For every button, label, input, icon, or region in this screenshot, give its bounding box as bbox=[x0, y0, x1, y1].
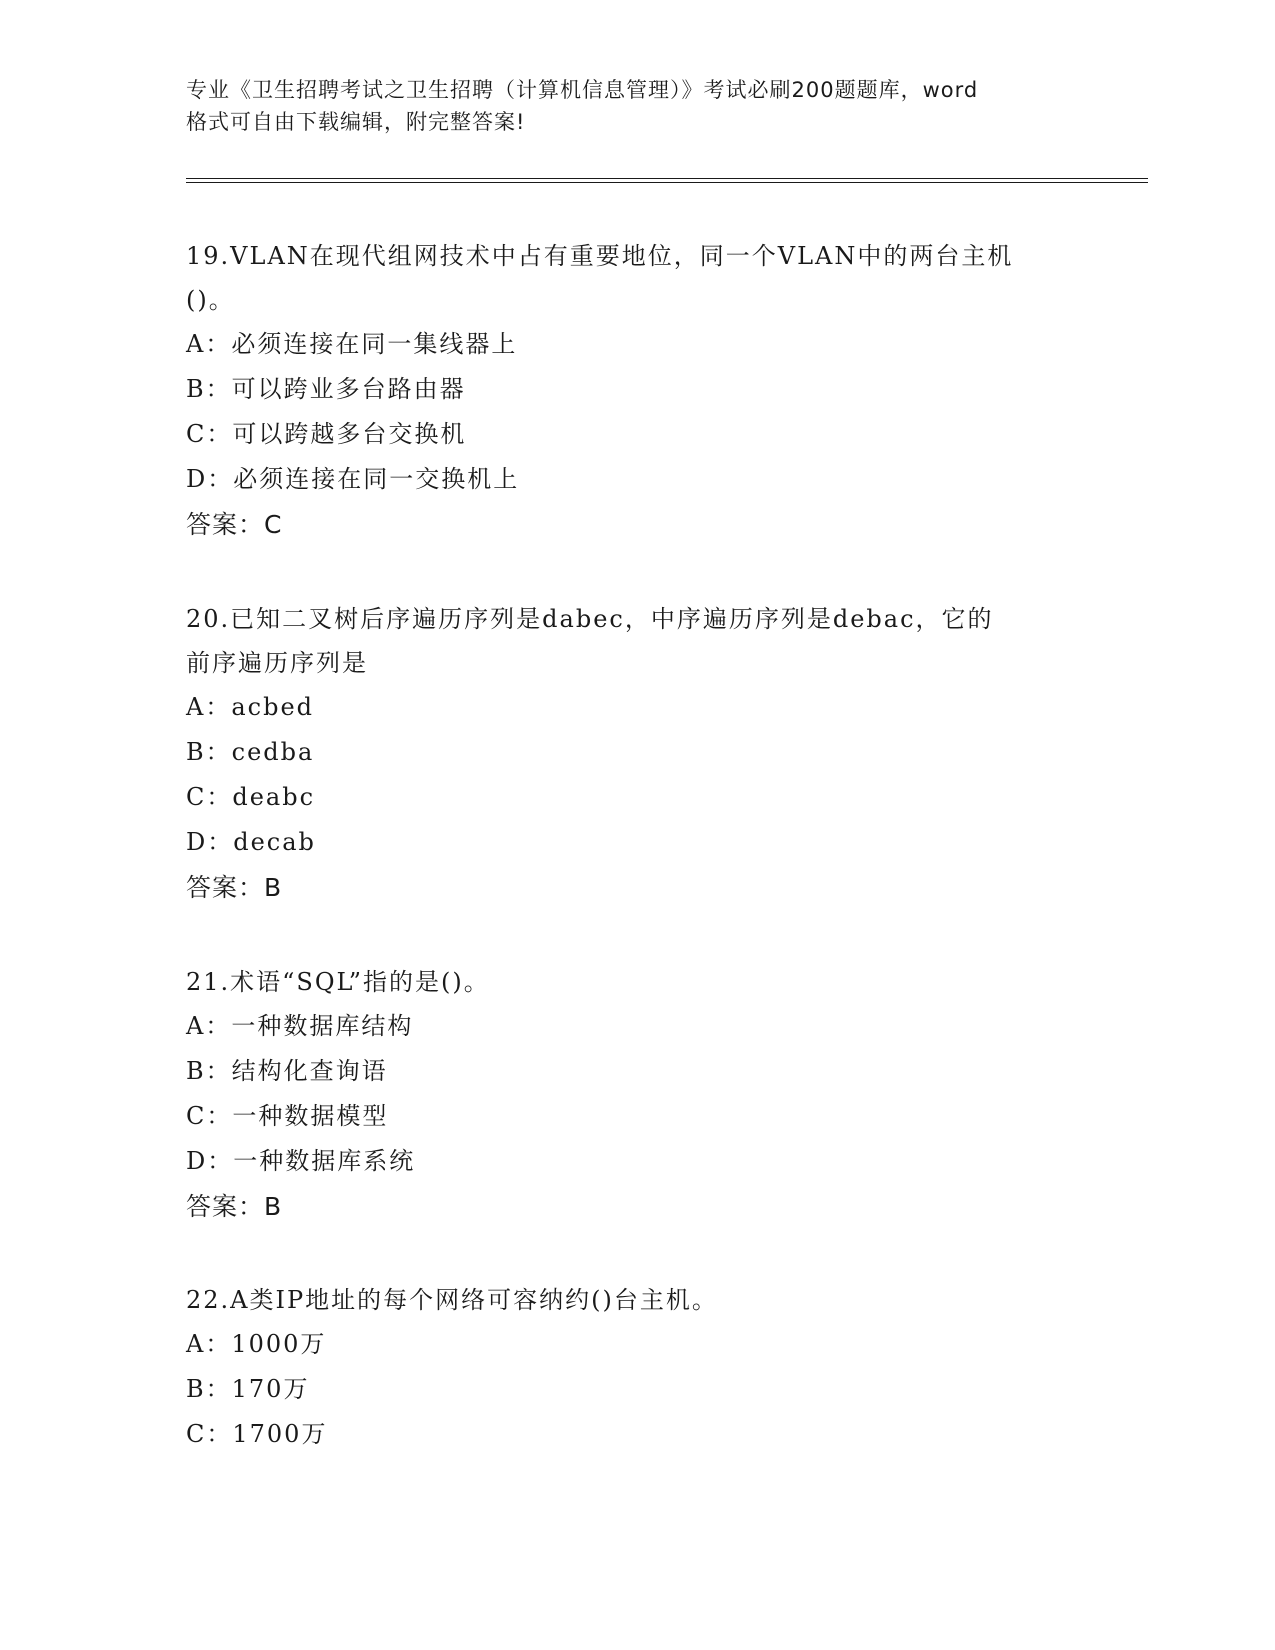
option-c: C：可以跨越多台交换机 bbox=[186, 420, 467, 448]
option-c: C：deabc bbox=[186, 783, 316, 811]
option-a: A：一种数据库结构 bbox=[186, 1012, 414, 1040]
header-line-1: 专业《卫生招聘考试之卫生招聘（计算机信息管理）》考试必刷200题题库，word bbox=[186, 78, 979, 102]
option-c: C：1700万 bbox=[186, 1420, 328, 1448]
option-d: D：一种数据库系统 bbox=[186, 1147, 416, 1175]
question-22 bbox=[186, 1278, 1086, 1457]
question-stem: 20.已知二叉树后序遍历序列是dabec，中序遍历序列是debac，它的 bbox=[186, 605, 994, 633]
option-d: D：必须连接在同一交换机上 bbox=[186, 465, 520, 493]
option-b: B：结构化查询语 bbox=[186, 1057, 388, 1085]
option-d: D：decab bbox=[186, 828, 316, 856]
answer: 答案：C bbox=[186, 510, 283, 539]
document-header bbox=[186, 74, 1086, 138]
option-a: A：必须连接在同一集线器上 bbox=[186, 330, 518, 358]
question-20 bbox=[186, 597, 1086, 911]
question-stem-continued: ()。 bbox=[186, 286, 235, 314]
option-c: C：一种数据模型 bbox=[186, 1102, 389, 1130]
option-b: B：cedba bbox=[186, 738, 315, 766]
header-line-2: 格式可自由下载编辑，附完整答案! bbox=[186, 110, 526, 134]
question-21 bbox=[186, 960, 1086, 1230]
question-stem: 19.VLAN在现代组网技术中占有重要地位，同一个VLAN中的两台主机 bbox=[186, 242, 1014, 270]
option-a: A：1000万 bbox=[186, 1330, 327, 1358]
header-divider-top bbox=[186, 178, 1148, 179]
question-stem: 22.A类IP地址的每个网络可容纳约()台主机。 bbox=[186, 1286, 718, 1314]
option-a: A：acbed bbox=[186, 693, 315, 721]
question-19 bbox=[186, 234, 1086, 548]
answer: 答案：B bbox=[186, 1192, 283, 1221]
option-b: B：可以跨业多台路由器 bbox=[186, 375, 466, 403]
question-stem: 21.术语“SQL”指的是()。 bbox=[186, 968, 490, 996]
option-b: B：170万 bbox=[186, 1375, 310, 1403]
question-stem-continued: 前序遍历序列是 bbox=[186, 649, 368, 677]
answer: 答案：B bbox=[186, 873, 283, 902]
header-divider-bottom bbox=[186, 182, 1148, 183]
